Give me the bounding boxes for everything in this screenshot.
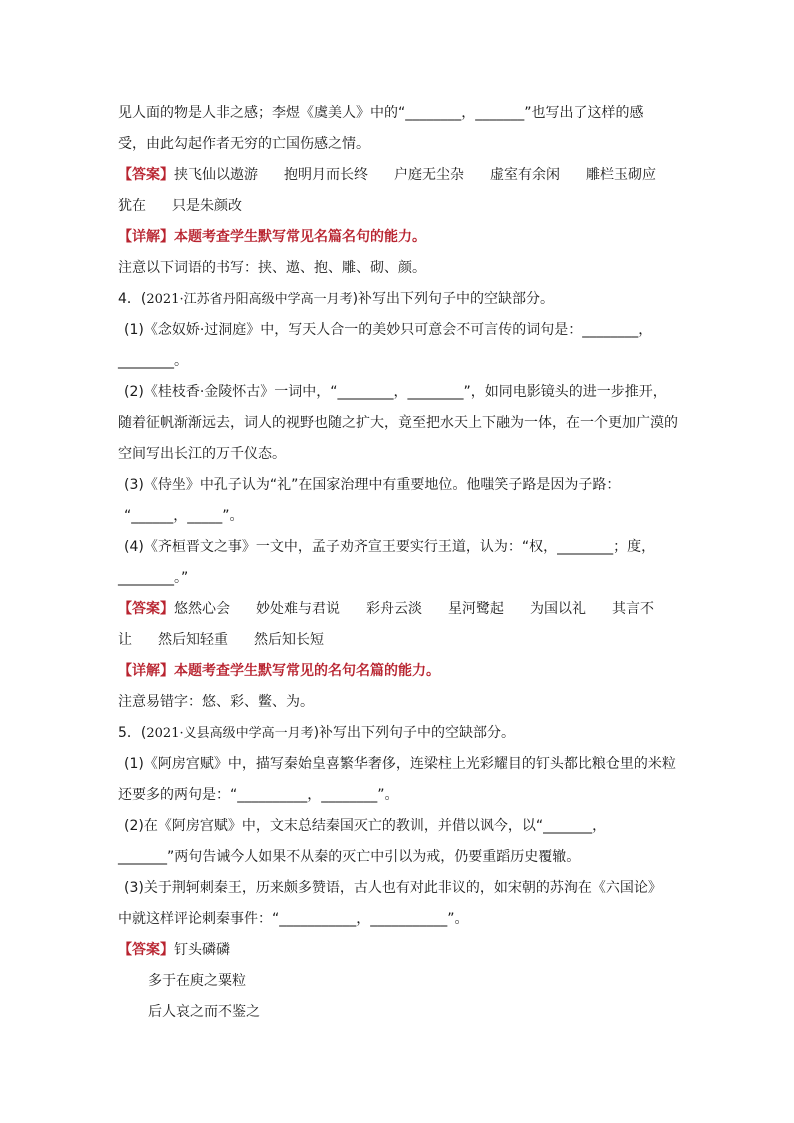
text-line: (4)《齐桓晋文之事》一文中，孟子劝齐宣王要实行王道，认为：“权，________；度， xyxy=(124,539,656,555)
text-line: 中就这样评论刺秦事件：“___________，___________”。 xyxy=(118,911,469,927)
answer-line xyxy=(118,935,688,966)
answer-item: 妙处难与君说 xyxy=(256,601,340,617)
explanation-line xyxy=(118,656,688,687)
answer-item: 为国以礼 xyxy=(530,601,586,617)
answer-item: 雕栏玉砌应 xyxy=(586,167,656,183)
text-line: 注意以下词语的书写：挟、遨、抱、雕、砌、颜。 xyxy=(118,260,426,276)
answer-item: 星河鹭起 xyxy=(448,601,504,617)
text-line: (3)《侍坐》中孔子认为“礼”在国家治理中有重要地位。他嗤笑子路是因为子路： xyxy=(124,477,621,493)
question-source: 2021·义县高级中学高一月考 xyxy=(146,726,314,741)
text-line: ________。 xyxy=(118,353,188,369)
answer-item: 虚室有余闲 xyxy=(490,167,560,183)
answer-line xyxy=(118,594,688,625)
text-line: 受，由此勾起作者无穷的亡国伤感之情。 xyxy=(118,136,370,152)
text-line: “______，_____”。 xyxy=(124,508,244,524)
answer-item: 只是朱颜改 xyxy=(172,198,242,214)
text-line: 注意易错字：悠、彩、鳖、为。 xyxy=(118,694,314,710)
answer-item: 悠然心会 xyxy=(174,601,230,617)
answer-item: 犹在 xyxy=(118,198,146,214)
answer-item: 让 xyxy=(118,632,132,648)
text-line: 见人面的物是人非之感；李煜《虞美人》中的“________，_______”也写出了这样的感 xyxy=(118,105,644,121)
answer-tag: 【答案】 xyxy=(118,601,174,617)
answer-item: 抱明月而长终 xyxy=(284,167,368,183)
answer-line: 后人哀之而不鉴之 xyxy=(148,1004,260,1020)
text-line: 还要多的两句是：“__________，________”。 xyxy=(118,787,399,803)
text-line: (3)关于荆轲刺秦王，历来颇多赞语，古人也有对此非议的，如宋朝的苏洵在《六国论》 xyxy=(124,880,662,896)
answer-tag: 【答案】 xyxy=(118,942,174,958)
answer-item: 然后知长短 xyxy=(254,632,324,648)
text-line: (1)《阿房宫赋》中，描写秦始皇喜繁华奢侈，连梁柱上光彩耀目的钉头都比粮仓里的米粒 xyxy=(124,756,676,772)
text-line: 空间写出长江的万千仪态。 xyxy=(118,446,286,462)
answer-line: 多于在庾之粟粒 xyxy=(148,973,246,989)
document-content xyxy=(118,98,688,1028)
question-heading: 4．(2021·江苏省丹阳高级中学高一月考)补写出下列句子中的空缺部分。 xyxy=(118,291,555,307)
answer-item: 其言不 xyxy=(612,601,654,617)
text-line: 随着征帆渐渐远去，词人的视野也随之扩大，竟至把水天上下融为一体，在一个更加广漠的 xyxy=(118,415,678,431)
question-heading: 5．(2021·义县高级中学高一月考)补写出下列句子中的空缺部分。 xyxy=(118,725,516,741)
answer-item: 钉头磷磷 xyxy=(174,942,230,958)
text-line: (1)《念奴娇·过洞庭》中，写天人合一的美妙只可意会不可言传的词句是：________， xyxy=(124,322,653,338)
answer-item: 户庭无尘杂 xyxy=(394,167,464,183)
answer-line xyxy=(118,160,688,191)
answer-line xyxy=(118,625,688,656)
text-line: _______”两句告诫今人如果不从秦的灭亡中引以为戒，仍要重蹈历史覆辙。 xyxy=(118,849,581,865)
text-line: (2)《桂枝香·金陵怀古》一词中，“________，________”，如同电影镜头的进一步推开， xyxy=(124,384,667,400)
question-source: 2021·江苏省丹阳高级中学高一月考 xyxy=(146,292,353,307)
answer-item: 然后知轻重 xyxy=(158,632,228,648)
text-line: ________。” xyxy=(118,570,189,586)
answer-tag: 【答案】 xyxy=(118,167,174,183)
explanation-text: 【详解】本题考查学生默写常见名篇名句的能力。 xyxy=(118,229,426,245)
explanation-line xyxy=(118,222,688,253)
answer-item: 彩舟云淡 xyxy=(366,601,422,617)
text-line: (2)在《阿房宫赋》中，文末总结秦国灭亡的教训，并借以讽今，以“_______， xyxy=(124,818,607,834)
answer-item: 挟飞仙以遨游 xyxy=(174,167,258,183)
explanation-text: 【详解】本题考查学生默写常见的名句名篇的能力。 xyxy=(118,663,440,679)
answer-line xyxy=(118,191,688,222)
